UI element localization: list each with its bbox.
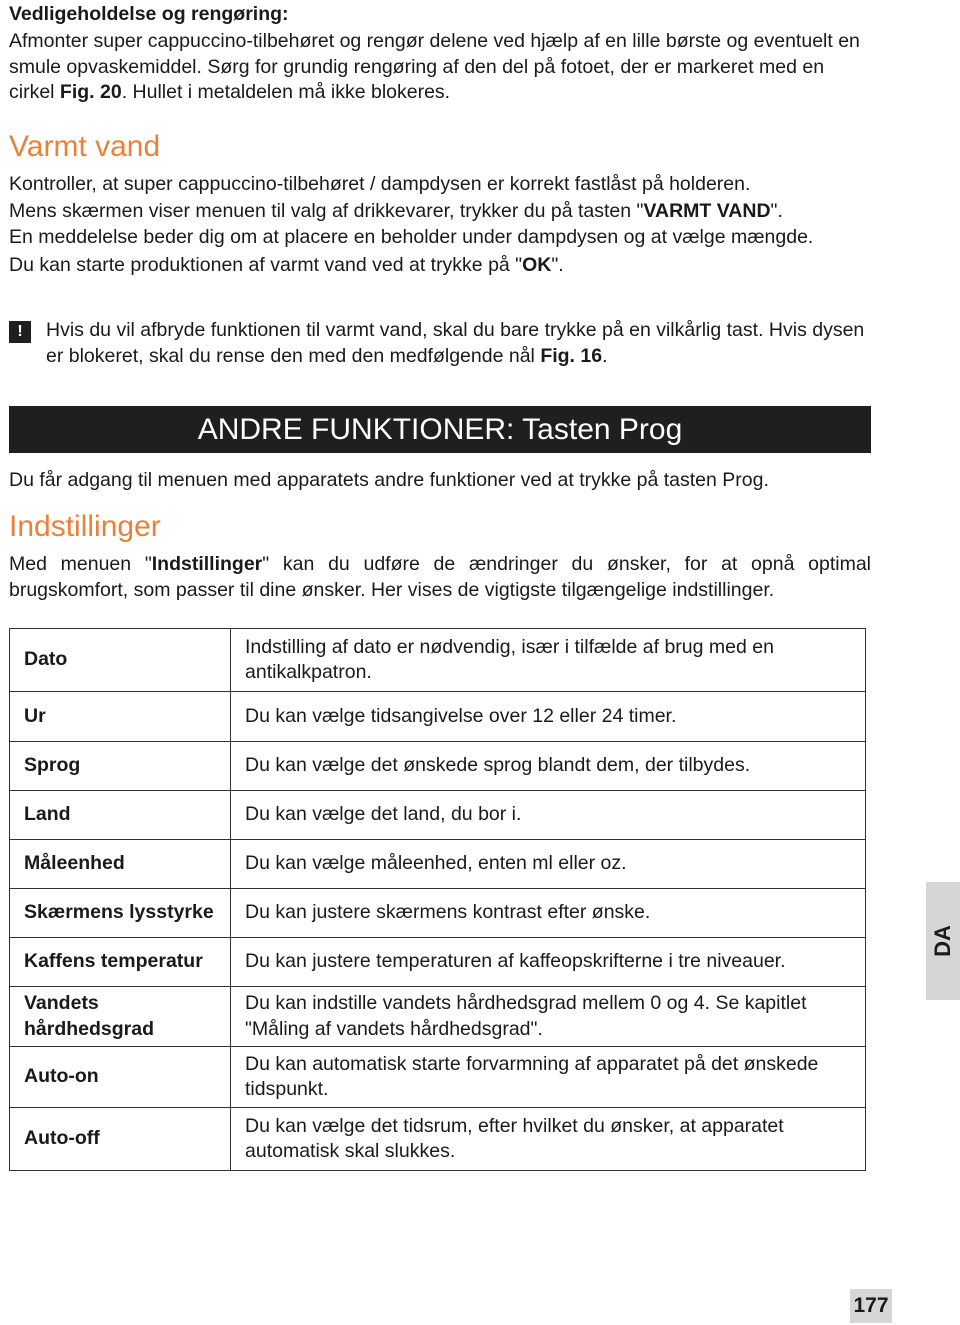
setting-name: Auto-off (10, 1108, 231, 1171)
setting-name: Måleenhed (10, 840, 231, 889)
setting-description: Du kan justere skærmens kontrast efter ønske. (231, 889, 866, 938)
text-part: " kan du udføre de ændringer du ønsker, for at opnå optimal brugskomfort, som passer til dine ønsker. Her vises de vigtigste tilgængelige indstillinger. (9, 553, 871, 601)
page-number: 177 (850, 1289, 892, 1323)
setting-description: Du kan vælge tidsangivelse over 12 eller 24 timer. (231, 692, 866, 742)
other-functions-intro (9, 468, 871, 494)
hot-water-line (9, 199, 871, 225)
setting-name: Kaffens temperatur (10, 938, 231, 987)
setting-name: Dato (10, 629, 231, 692)
maintenance-title: Vedligeholdelse og rengøring: (9, 3, 289, 25)
text-part: Mens skærmen viser menuen til valg af drikkevarer, trykker du på tasten " (9, 199, 644, 222)
hot-water-section (9, 130, 871, 278)
maintenance-text-part: Afmonter super cappuccino-tilbehøret og rengør delene ved hjælp af en lille børste og eventuelt en smule opvaskemiddel. Sørg for grundig rengøring af den del på fotoet, der er markeret med en cirkel (9, 30, 860, 103)
setting-description: Indstilling af dato er nødvendig, især i tilfælde af brug med en antikalkpatron. (231, 629, 866, 692)
text-part: . (602, 344, 608, 367)
table-row (10, 692, 866, 742)
other-functions-text: Du får adgang til menuen med apparatets andre funktioner ved at trykke på tasten Prog. (9, 469, 769, 491)
setting-description: Du kan vælge det land, du bor i. (231, 791, 866, 840)
setting-description: Du kan vælge det tidsrum, efter hvilket du ønsker, at apparatet automatisk skal slukkes. (231, 1108, 866, 1171)
table-row (10, 1047, 866, 1108)
setting-description: Du kan indstille vandets hårdhedsgrad mellem 0 og 4. Se kapitlet "Måling af vandets hårdhedsgrad". (231, 987, 866, 1047)
figure-reference: Fig. 16 (540, 344, 603, 367)
section-banner: ANDRE FUNKTIONER: Tasten Prog (9, 406, 871, 453)
hot-water-title: Varmt vand (9, 130, 161, 163)
settings-table (9, 628, 866, 1171)
maintenance-text (9, 29, 871, 106)
hot-water-line (9, 253, 871, 279)
table-row (10, 742, 866, 791)
setting-name: Land (10, 791, 231, 840)
table-row (10, 938, 866, 987)
language-tab-label: DA (930, 925, 955, 957)
setting-description: Du kan vælge det ønskede sprog blandt dem, der tilbydes. (231, 742, 866, 791)
setting-name: Skærmens lysstyrke (10, 889, 231, 938)
key-label: VARMT VAND (643, 199, 771, 222)
settings-intro (9, 552, 871, 603)
text-part: Med menuen " (9, 553, 152, 575)
menu-name: Indstillinger (151, 553, 263, 575)
setting-description: Du kan vælge måleenhed, enten ml eller oz. (231, 840, 866, 889)
table-row (10, 987, 866, 1047)
hot-water-line: En meddelelse beder dig om at placere en beholder under dampdysen og at vælge mængde. (9, 226, 814, 248)
hot-water-line: Kontroller, at super cappuccino-tilbehøret / dampdysen er korrekt fastlåst på holderen. (9, 173, 751, 195)
setting-description: Du kan justere temperaturen af kaffeopskrifterne i tre niveauer. (231, 938, 866, 987)
warning-text (46, 318, 876, 369)
table-row (10, 791, 866, 840)
warning-note (46, 318, 876, 369)
table-row (10, 629, 866, 692)
setting-name: Sprog (10, 742, 231, 791)
text-part: Hvis du vil afbryde funktionen til varmt vand, skal du bare trykke på en vilkårlig tast. Hvis dysen er blokeret, skal du rense den med den medfølgende nål (46, 319, 865, 367)
figure-reference: Fig. 20 (59, 81, 122, 103)
text-part: ". (551, 253, 564, 276)
settings-section (9, 510, 871, 603)
setting-description: Du kan automatisk starte forvarmning af apparatet på det ønskede tidspunkt. (231, 1047, 866, 1108)
text-part: ". (770, 199, 783, 222)
language-tab (926, 882, 960, 1000)
maintenance-text-part: . Hullet i metaldelen må ikke blokeres. (121, 81, 451, 103)
table-row (10, 840, 866, 889)
table-row (10, 1108, 866, 1171)
setting-name: Ur (10, 692, 231, 742)
setting-name: Vandets hårdhedsgrad (10, 987, 231, 1047)
text-part: Du kan starte produktionen af varmt vand ved at trykke på " (9, 253, 523, 276)
settings-title: Indstillinger (9, 510, 161, 543)
maintenance-section (9, 2, 871, 106)
key-label: OK (522, 253, 552, 276)
setting-name: Auto-on (10, 1047, 231, 1108)
table-row (10, 889, 866, 938)
warning-icon: ! (9, 321, 31, 343)
